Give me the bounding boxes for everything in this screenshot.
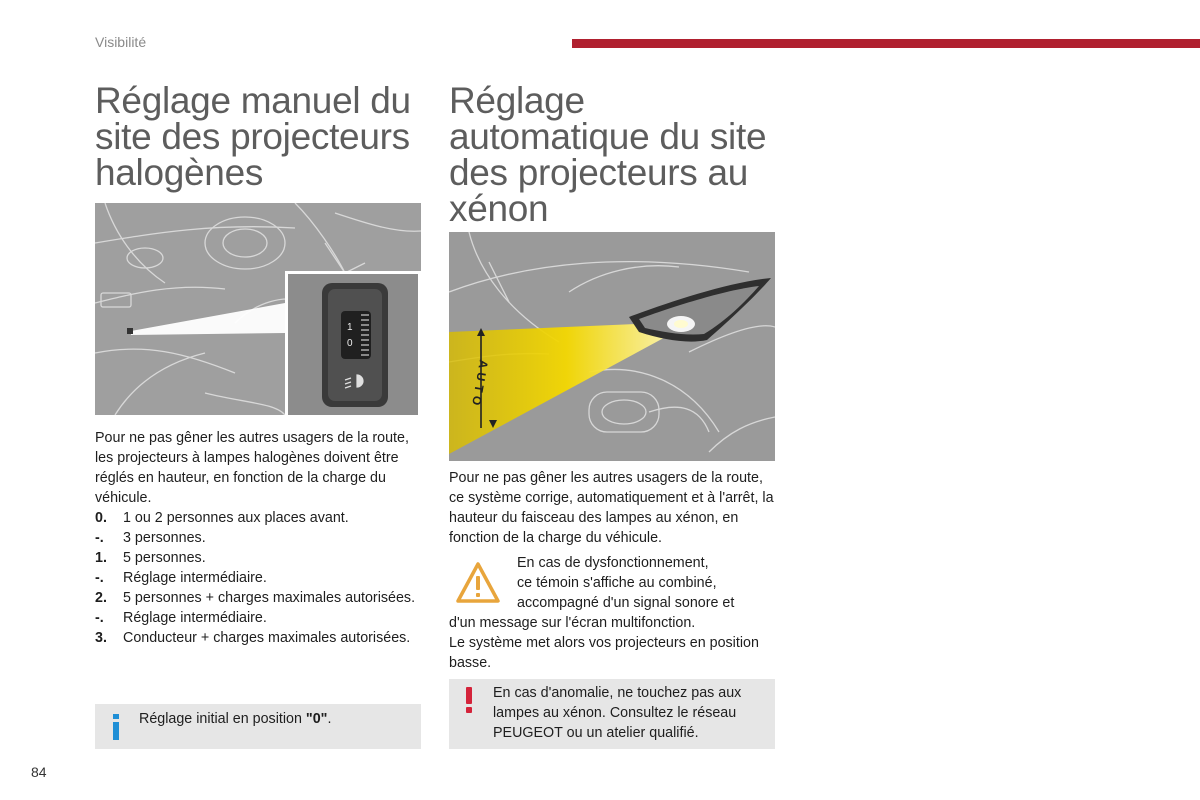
info-note-text: Réglage initial en position "0". [139,711,332,727]
alert-note-text: En cas d'anomalie, ne touchez pas aux lampes au xénon. Consultez le réseau PEUGEOT ou un atelier qualifié. [493,685,742,741]
xenon-headlamp-beam-illustration [449,232,775,461]
beam-auto-label: AUTO [468,358,491,411]
headlamp-adjustment-knob-illustration [95,203,421,415]
knob-label-0: 0 [347,338,353,349]
right-intro-paragraph: Pour ne pas gêner les autres usagers de la route, ce système corrige, automatiquement et à l'arrêt, la hauteur du faisceau des lampes au xénon, en fonction de la charge du véhicule. [449,470,774,546]
xenon-headlamp-figure [449,232,775,461]
info-note [95,704,421,749]
list-item: -. Réglage intermédiaire. [95,610,267,626]
list-item: -. Réglage intermédiaire. [95,570,267,586]
load-settings-list [95,508,425,648]
section-label: Visibilité [95,34,147,50]
warning-paragraph: En cas de dysfonctionnement, ce témoin s'affiche au combiné, accompagné d'un signal sonore et d'un message sur l'écran multifonction. Le système met alors vos projecteurs en position basse. [449,555,759,671]
header-accent-bar [572,39,1200,48]
alert-note [449,679,775,749]
knob-label-1: 1 [347,322,353,333]
list-item: 3. Conducteur + charges maximales autorisées. [95,630,411,646]
list-item: -. 3 personnes. [95,530,206,546]
exclamation-icon [463,687,475,713]
info-icon [109,714,123,740]
title-automatic-adjustment: Réglage automatique du site des projecteurs au xénon [449,80,767,229]
left-intro-paragraph: Pour ne pas gêner les autres usagers de la route, les projecteurs à lampes halogènes doivent être réglés en hauteur, en fonction de la charge du véhicule. [95,430,409,506]
list-item: 0. 1 ou 2 personnes aux places avant. [95,510,349,526]
list-item: 2. 5 personnes + charges maximales autorisées. [95,590,416,606]
title-manual-adjustment: Réglage manuel du site des projecteurs halogènes [95,80,411,193]
page-number: 84 [31,764,47,780]
headlamp-knob-figure [95,203,421,415]
list-item: 1. 5 personnes. [95,550,206,566]
